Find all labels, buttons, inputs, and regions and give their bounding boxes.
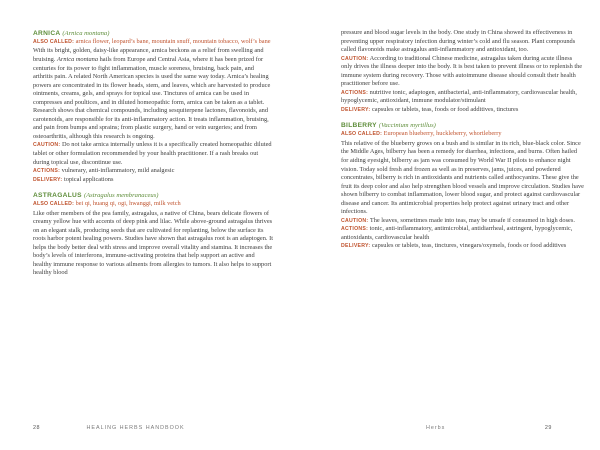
caution-label: CAUTION: [341,217,369,224]
delivery-label: DELIVERY: [341,106,371,113]
arnica-aka-text: arnica flower, leopard’s bane, mountain snuff, mountain tobacco, wolf’s bane [75,38,271,45]
right-footer [426,425,552,431]
astragalus-entry [33,191,274,278]
arnica-caution [33,141,274,167]
right-page [300,0,600,450]
also-called-label: ALSO CALLED: [33,201,75,208]
also-called-label: ALSO CALLED: [341,131,383,138]
book-title: HEALING HERBS HANDBOOK [86,425,185,431]
arnica-title [33,29,274,38]
page-number-right: 29 [544,425,552,431]
astragalus-name: ASTRAGALUS [33,192,82,200]
bilberry-body: This relative of the blueberry grows on a bush and is similar in its rich, blue-black color. Since the Middle Ages, bilberry has been a remedy for diarrhea, infections, and burns. Often hailed for aiding eyesight, bilberry as jam was consumed by World War II pilots to enhance night vision. Today sold fresh and frozen as well as in preserves, jams, juices, and powdered concentrates, bilberry is rich in antioxidants and nutrients called anthocyanins. These give the fruit its deep color and also help strengthen blood vessels and improve circulation. Studies have shown bilberry to combat inflammation, lower blood sugar, and protect against cardiovascular disease and cancer. Its antimicrobial properties help protect against urinary tract and other infections. [341,139,584,216]
bilberry-aka-text: European blueberry, huckleberry, whortleberry [383,130,502,138]
caution-label: CAUTION: [33,142,61,149]
astragalus-body-continued: pressure and blood sugar levels in the body. One study in China showed its effectiveness in preventing upper respiratory infection during winter’s cold and flu season. Plant compounds called flavonoids make astragalus anti-inflammatory and antioxidant, too. [341,29,576,54]
bilberry-title [341,121,584,130]
arnica-name: ARNICA [33,30,61,37]
bilberry-also-called [341,130,584,138]
page-number-left: 28 [33,425,40,431]
bilberry-entry [341,121,584,251]
astragalus-delivery-text: capsules or tablets, teas, foods or food additives, tinctures [371,105,519,113]
delivery-label: DELIVERY: [341,243,371,250]
section-name: Herbs [426,425,446,431]
bilberry-caution [341,217,584,226]
astragalus-actions-text: nutritive tonic, adaptogen, antibacterial, anti-inflammatory, cardiovascular health, hypoglycemic, antioxidant, immune modulator/stimulant [341,88,577,105]
also-called-label: ALSO CALLED: [33,39,75,45]
astragalus-caution-text: According to traditional Chinese medicine, astragalus taken during acute illness only drives the illness deeper into the body. It is best taken to prevent illness or to replenish the immune system during recovery. Those with autoimmune disease should consult their health practitioner before use. [341,54,583,88]
arnica-entry [33,29,274,184]
actions-label: ACTIONS: [341,226,369,233]
actions-label: ACTIONS: [341,89,369,96]
left-column [33,29,274,278]
bilberry-caution-text: The leaves, sometimes made into teas, may be unsafe if consumed in high doses. [369,216,575,224]
bilberry-actions [341,225,584,242]
bilberry-delivery-text: capsules or tablets, teas, tinctures, vinegars/oxymels, foods or food additives [371,242,567,250]
astragalus-delivery [341,106,584,115]
actions-label: ACTIONS: [33,168,61,175]
right-column [341,29,584,251]
arnica-latin: (Arnica montana) [62,30,110,37]
bilberry-delivery [341,242,584,251]
caution-label: CAUTION: [341,55,369,62]
astragalus-body: Like other members of the pea family, astragalus, a native of China, bears delicate flowers of creamy yellow hue with accents of deep pink and lilac. While above-ground astragalus thrives on an elegant stalk, producing seeds that are cultivated for replanting, below the surface its roots harbor potent healing powers. Studies have shown that astragalus root is an adaptogen. It helps the body better deal with stress and improve overall vitality and stamina. It increases the body’s levels of interferons, immune-activating proteins that help support an active and healthy immune response to various ailments from allergies to tumors. It also helps to support healthy blood [33,209,273,277]
arnica-body-start: With its bright, golden, daisy-like appearance, arnica beckons as a relief from swelling and bruising. [33,47,264,63]
left-footer [33,425,185,431]
astragalus-caution [341,55,584,89]
arnica-actions [33,167,274,176]
astragalus-latin: (Astragalus membranaceus) [83,192,159,200]
arnica-delivery [33,176,274,185]
delivery-label: DELIVERY: [33,176,63,183]
astragalus-aka-text: bei qi, huang qi, ogi, hwanggi, milk vetch [75,200,181,208]
arnica-body [33,47,274,141]
astragalus-actions [341,89,584,106]
arnica-caution-text: Do not take arnica internally unless it is a specifically created homeopathic diluted tablet or other formulation recommended by your health practitioner. If a rash breaks out during topical use, discontinue use. [33,141,272,166]
astragalus-title [33,191,274,200]
arnica-body-latin: Arnica montana [56,55,99,63]
bilberry-actions-text: tonic, anti-inflammatory, antimicrobial, antidiarrheal, astringent, hypoglycemic, antioxidants, cardiovascular health [341,225,573,241]
arnica-delivery-text: topical applications [63,175,114,183]
arnica-also-called [33,38,274,46]
bilberry-latin: (Vaccinium myrtillus) [378,122,436,130]
arnica-actions-text: vulnerary, anti-inflammatory, mild analgesic [61,167,175,175]
arnica-body-rest: hails from Europe and Central Asia, where it has been prized for centuries for its power to fight inflammation, muscle soreness, bruising, back pain, and arthritis pain. A related North American species is used the same way today. Arnica’s healing powers are concentrated in its flower heads, stem, and leaves, which are harvested to produce ointments, creams, gels, and sprays for topical use. Tinctures of arnica can be used in compresses and poultices, and in diluted homeopathic form, arnica can be taken as a tablet. Research shows that chemical compounds, including sesquiterpene lactones, flavonoids, and carotenoids, are responsible for its anti-inflammatory action. It treats inflammation, bruising, and pain from bumps and sprains; from plastic surgery, hand or vein surgeries; and from osteoarthritis, although this research is ongoing. [33,55,271,140]
bilberry-name: BILBERRY [341,122,377,130]
astragalus-also-called [33,200,274,208]
